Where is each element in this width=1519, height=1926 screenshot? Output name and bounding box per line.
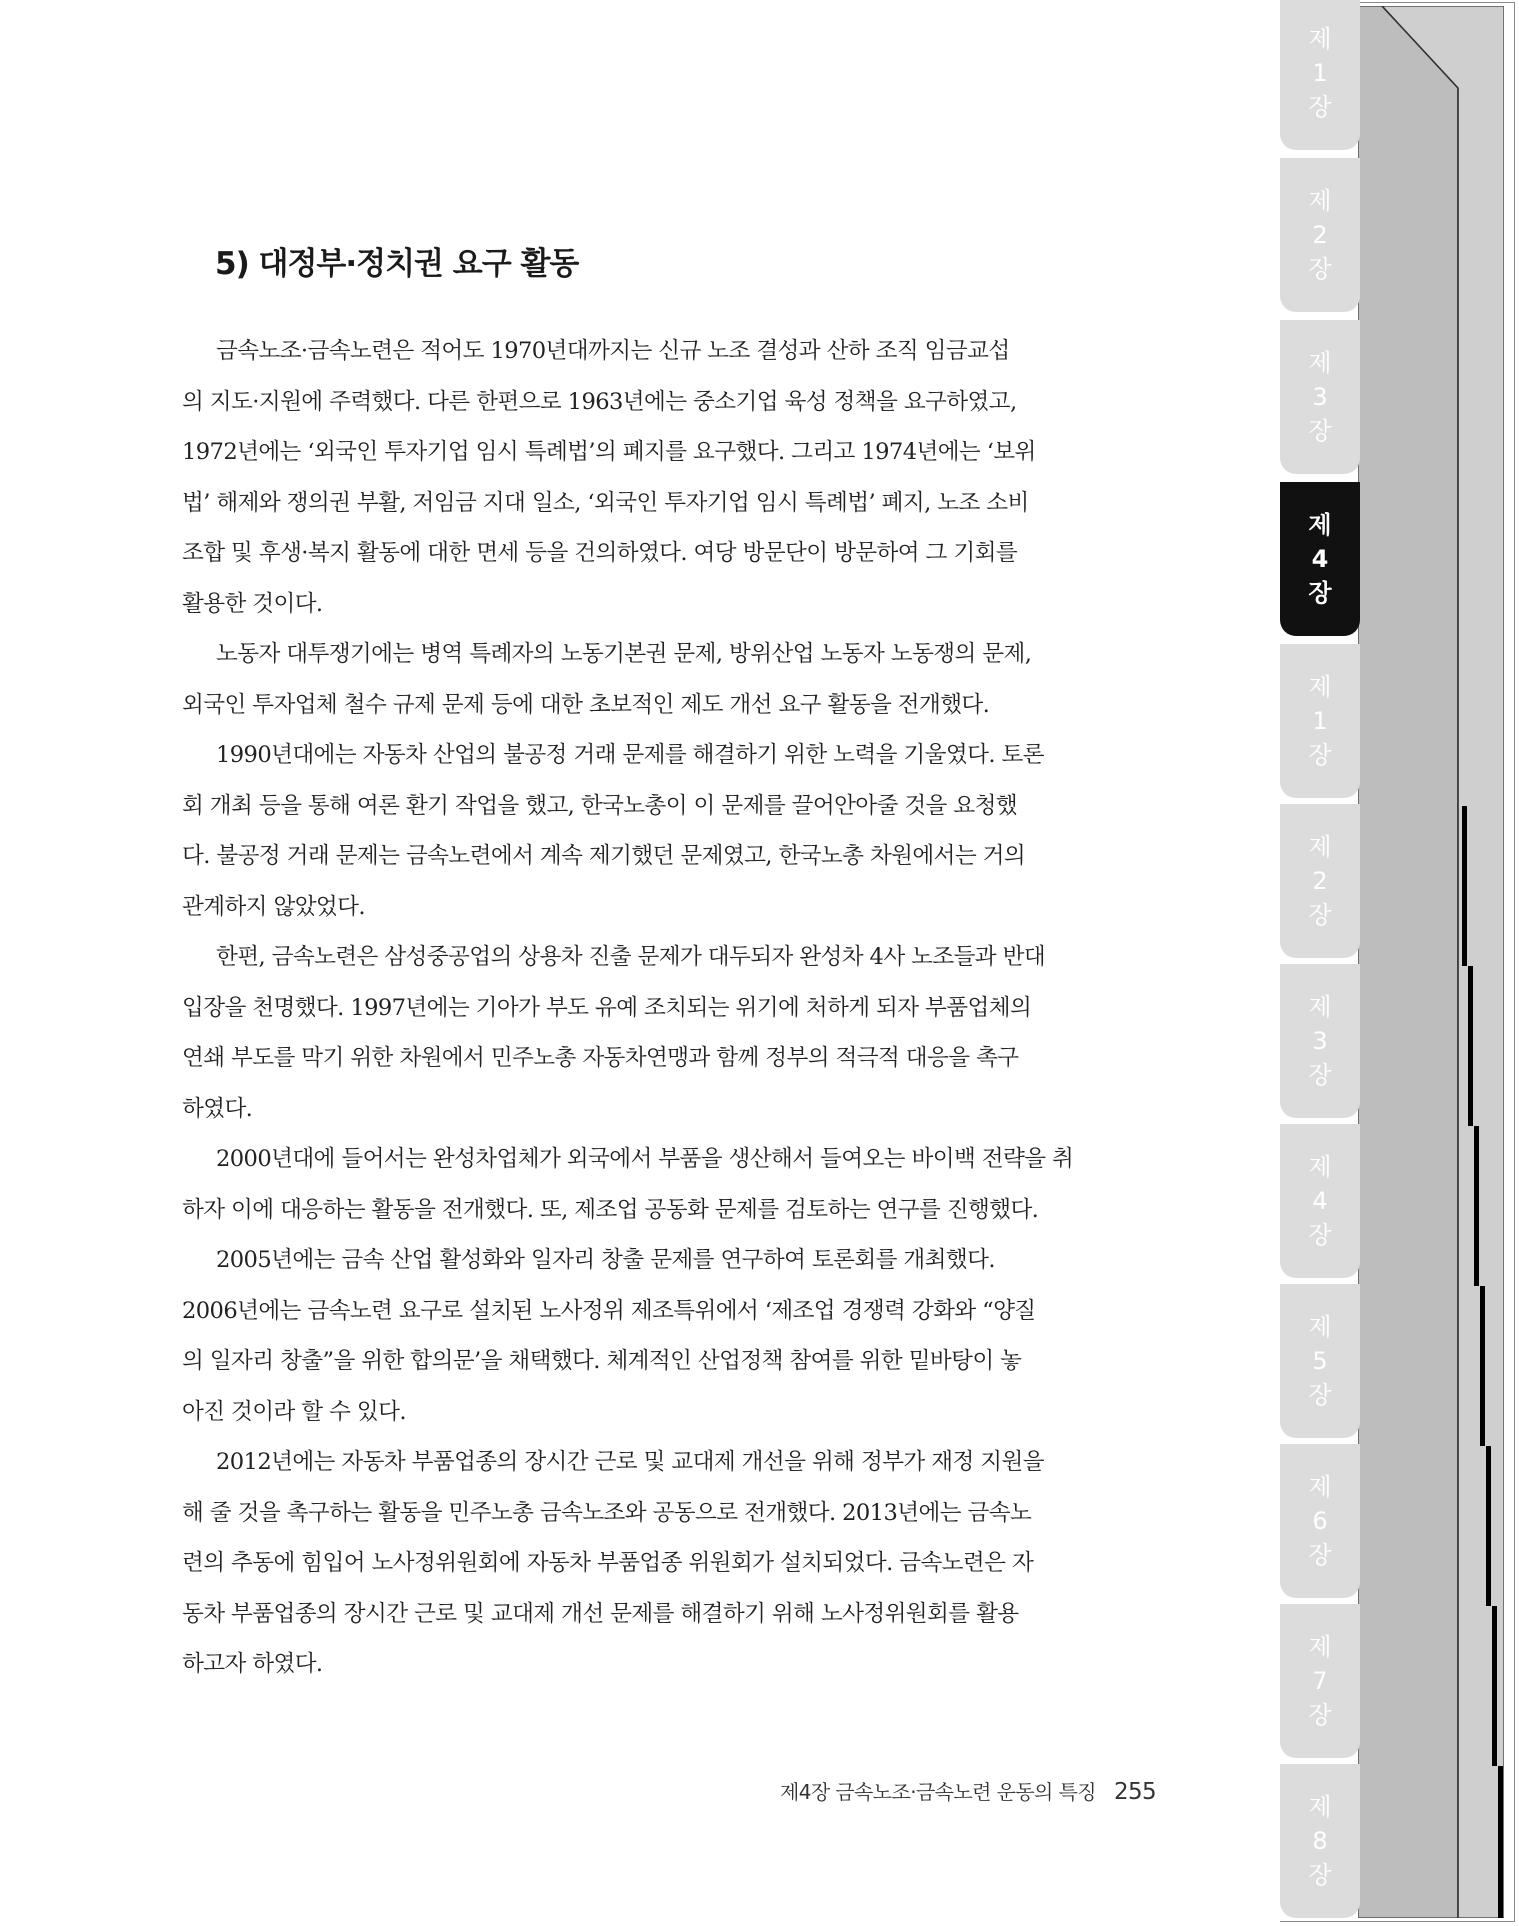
text-line: 1990년대에는 자동차 산업의 불공정 거래 문제를 해결하기 위한 노력을 기울였다. 토론	[216, 742, 1044, 768]
footer-chapter-title: 제4장 금속노조·금속노련 운동의 특징	[780, 1780, 1096, 1804]
tab-char: 제	[1308, 1313, 1332, 1341]
text-line: 하고자 하였다.	[182, 1651, 323, 1677]
tab-char: 장	[1308, 93, 1332, 121]
edge-step-mark	[1498, 1766, 1503, 1918]
text-line: 아진 것이라 할 수 있다.	[182, 1398, 406, 1425]
chapter-tab-8[interactable]	[1280, 1124, 1360, 1278]
chapter-tab-3[interactable]	[1280, 320, 1360, 474]
text-line: 하자 이에 대응하는 활동을 전개했다. 또, 제조업 공동화 문제를 검토하는 연구를 진행했다.	[182, 1196, 1039, 1223]
tab-char: 제	[1308, 833, 1332, 861]
text-line: 다. 불공정 거래 문제는 금속노련에서 계속 제기했던 문제였고, 한국노총 차원에서는 거의	[182, 843, 1026, 869]
chapter-tab-1[interactable]	[1280, 0, 1360, 150]
text-line: 2012년에는 자동차 부품업종의 장시간 근로 및 교대제 개선을 위해 정부가 재정 지원을	[216, 1449, 1044, 1475]
page-number: 255	[1113, 1779, 1157, 1805]
tab-char: 제	[1308, 993, 1332, 1021]
tab-number: 8	[1312, 1827, 1328, 1855]
tab-char: 제	[1308, 1793, 1332, 1821]
page-footer	[780, 1776, 1156, 1805]
chapter-tabs	[1280, 0, 1360, 1926]
chapter-tab-5[interactable]	[1280, 644, 1360, 798]
tab-number: 7	[1312, 1667, 1328, 1695]
text-line: 외국인 투자업체 철수 규제 문제 등에 대한 초보적인 제도 개선 요구 활동을 전개했다.	[182, 691, 990, 718]
text-line: 노동자 대투쟁기에는 병역 특례자의 노동기본권 문제, 방위산업 노동자 노동쟁의 문제,	[216, 641, 1032, 667]
text-line: 활용한 것이다.	[182, 590, 323, 617]
tab-char: 장	[1308, 1701, 1332, 1729]
tab-char: 장	[1308, 1221, 1332, 1249]
text-line: 법’ 해제와 쟁의권 부활, 저임금 지대 일소, ‘외국인 투자기업 임시 특례법’ 폐지, 노조 소비	[182, 489, 1029, 516]
tab-char: 장	[1308, 1061, 1332, 1089]
chapter-tab-11[interactable]	[1280, 1604, 1360, 1758]
text-line: 의 일자리 창출”을 위한 합의문’을 채택했다. 체계적인 산업정책 참여를 위한 밑바탕이 놓	[182, 1348, 1022, 1374]
tab-char: 제	[1308, 349, 1332, 377]
tab-number: 6	[1312, 1507, 1328, 1535]
chapter-tab-12[interactable]	[1280, 1764, 1360, 1918]
edge-step-mark	[1486, 1446, 1491, 1606]
text-line: 해 줄 것을 촉구하는 활동을 민주노총 금속노조와 공동으로 전개했다. 2013년에는 금속노	[182, 1499, 1032, 1526]
edge-front-face	[1358, 6, 1458, 1918]
tab-char: 장	[1308, 741, 1332, 769]
tab-number: 5	[1312, 1347, 1328, 1375]
tab-char: 장	[1308, 579, 1332, 607]
text-line: 2006년에는 금속노련 요구로 설치된 노사정위 제조특위에서 ‘제조업 경쟁력 강화와 “양질	[182, 1297, 1036, 1324]
text-line: 조합 및 후생·복지 활동에 대한 면세 등을 건의하였다. 여당 방문단이 방문하여 그 기회를	[182, 540, 1018, 566]
tab-char: 제	[1308, 511, 1332, 539]
chapter-tab-6[interactable]	[1280, 804, 1360, 958]
text-line: 연쇄 부도를 막기 위한 차원에서 민주노총 자동차연맹과 함께 정부의 적극적 대응을 촉구	[182, 1045, 1019, 1071]
tab-char: 제	[1308, 1153, 1332, 1181]
text-line: 1972년에는 ‘외국인 투자기업 임시 특례법’의 폐지를 요구했다. 그리고 1974년에는 ‘보위	[182, 439, 1036, 465]
tab-char: 장	[1308, 1381, 1332, 1409]
tab-char: 장	[1308, 901, 1332, 929]
text-line: 회 개최 등을 통해 여론 환기 작업을 했고, 한국노총이 이 문제를 끌어안아줄 것을 요청했	[182, 792, 1018, 819]
tab-number: 2	[1312, 867, 1328, 895]
chapter-tab-7[interactable]	[1280, 964, 1360, 1118]
tab-char: 장	[1308, 255, 1332, 283]
tab-char: 장	[1308, 1861, 1332, 1889]
tab-number: 1	[1312, 59, 1328, 87]
chapter-tab-9[interactable]	[1280, 1284, 1360, 1438]
text-line: 금속노조·금속노련은 적어도 1970년대까지는 신규 노조 결성과 산하 조직 임금교섭	[216, 338, 1010, 364]
tab-number: 2	[1312, 221, 1328, 249]
text-line: 관계하지 않았었다.	[182, 893, 365, 920]
tab-number: 4	[1311, 545, 1329, 573]
text-line: 동차 부품업종의 장시간 근로 및 교대제 개선 문제를 해결하기 위해 노사정위원회를 활용	[182, 1600, 1019, 1627]
tab-char: 제	[1308, 1473, 1332, 1501]
tab-char: 제	[1308, 673, 1332, 701]
edge-step-mark	[1474, 1126, 1479, 1286]
edge-step-mark	[1492, 1606, 1497, 1766]
text-line: 하였다.	[182, 1095, 253, 1122]
tab-number: 1	[1312, 707, 1328, 735]
text-line: 2000년대에 들어서는 완성차업체가 외국에서 부품을 생산해서 들여오는 바이백 전략을 취	[216, 1146, 1074, 1172]
section-heading: 5) 대정부·정치권 요구 활동	[215, 246, 579, 282]
tab-number: 3	[1312, 1027, 1328, 1055]
chapter-tab-4-active[interactable]	[1280, 482, 1360, 636]
tab-char: 장	[1308, 417, 1332, 445]
chapter-tab-10[interactable]	[1280, 1444, 1360, 1598]
text-line: 의 지도·지원에 주력했다. 다른 한편으로 1963년에는 중소기업 육성 정책을 요구하였고,	[182, 388, 1017, 415]
body-text	[182, 326, 1182, 1690]
text-line: 련의 추동에 힘입어 노사정위원회에 자동차 부품업종 위원회가 설치되었다. 금속노련은 자	[182, 1550, 1034, 1576]
tab-number: 3	[1312, 383, 1328, 411]
edge-step-mark	[1468, 966, 1473, 1126]
text-line: 2005년에는 금속 산업 활성화와 일자리 창출 문제를 연구하여 토론회를 개최했다.	[216, 1247, 995, 1273]
tab-char: 장	[1308, 1541, 1332, 1569]
text-line: 입장을 천명했다. 1997년에는 기아가 부도 유예 조치되는 위기에 처하게 되자 부품업체의	[182, 994, 1032, 1021]
edge-step-mark	[1480, 1286, 1485, 1446]
text-line: 한편, 금속노련은 삼성중공업의 상용차 진출 문제가 대두되자 완성차 4사 노조들과 반대	[216, 944, 1046, 970]
edge-step-mark	[1462, 806, 1467, 966]
page-stack-edge	[1358, 6, 1504, 1918]
tab-char: 제	[1308, 187, 1332, 215]
tab-number: 4	[1312, 1187, 1328, 1215]
tab-char: 제	[1308, 25, 1332, 53]
tab-char: 제	[1308, 1633, 1332, 1661]
chapter-tab-2[interactable]	[1280, 158, 1360, 312]
